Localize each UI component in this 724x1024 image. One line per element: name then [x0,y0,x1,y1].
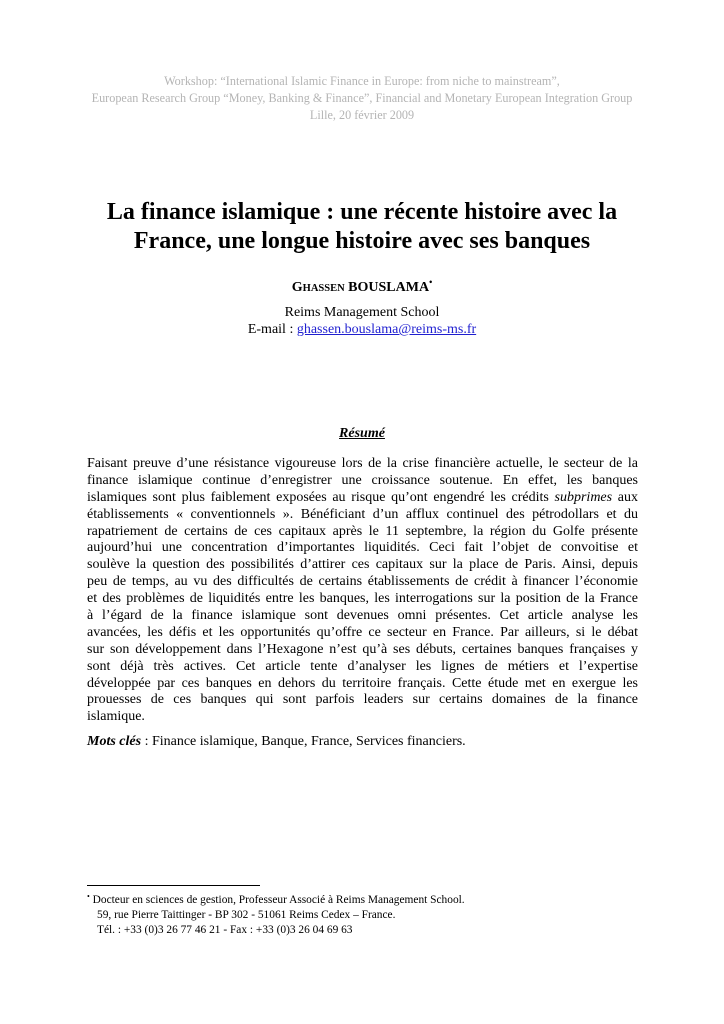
footnote-text: Docteur en sciences de gestion, Professeur Associé à Reims Management School. [89,894,465,906]
affiliation-email-line [0,321,724,338]
abstract-line: établissements « conventionnels ». Bénéficiant d’un afflux continuel des pétrodollars et du [87,506,638,522]
paper-title [40,198,684,256]
footnote-line-3: Tél. : +33 (0)3 26 77 46 21 - Fax : +33 (0)3 26 04 69 63 [97,924,353,936]
keywords [87,733,638,750]
author-last-name: BOUSLAMA [348,280,430,295]
abstract-line [87,490,638,507]
author-first-initial: G [291,280,303,295]
author-name [0,277,724,297]
footnote-marker: • [87,892,90,901]
email-label: E-mail : [247,322,297,337]
abstract-line: à l’égard de la finance islamique sont devenues omni présentes. Cet article analyse les [87,608,638,624]
title-line-2: France, une longue histoire avec ses banques [133,228,591,254]
affiliation-school: Reims Management School [284,305,440,320]
title-line-1: La finance islamique : une récente histoire avec la [106,199,618,225]
keywords-text: : Finance islamique, Banque, France, Services financiers. [141,734,466,749]
author-first-rest: HASSEN [302,283,345,294]
author-footnote-marker: • [429,277,433,287]
abstract-line-text: islamiques sont plus faiblement exposées au risque qu’ont engendré les crédits [87,489,555,505]
abstract-body [87,456,638,726]
affiliation [0,304,724,338]
footnote-divider [87,885,260,886]
footnote [87,893,647,938]
footnote-line-2: 59, rue Pierre Taittinger - BP 302 - 51061 Reims Cedex – France. [97,909,396,921]
italic-term-subprimes: subprimes [554,489,613,505]
header-line-1: Workshop: “International Islamic Finance in Europe: from niche to mainstream”, [164,74,560,88]
abstract-line: rapatriement de certains de ces capitaux après le 11 septembre, la région du Golfe présente [87,523,638,539]
keywords-label: Mots clés [87,734,142,749]
abstract-line: avancées, les défis et les opportunités qu’offre ce secteur en France. Par ailleurs, si le débat [87,624,638,640]
email-link[interactable]: ghassen.bouslama@reims-ms.fr [296,322,477,337]
abstract-line: islamique. [87,709,145,725]
abstract-line: finance islamique continue d’enregistrer une croissance soutenue. En effet, les banques [87,472,638,488]
workshop-header [0,73,724,124]
abstract-line: peu de temps, au vu des difficultés de certains établissements de crédit à financer l’économie [87,574,638,590]
abstract-line: Faisant preuve d’une résistance vigoureuse lors de la crise financière actuelle, le secteur de la [87,456,638,471]
abstract-line: sont déjà très actives. Cet article tente d’analyser les lignes de métiers et l’expertise [87,658,638,674]
header-line-3: Lille, 20 février 2009 [309,108,415,122]
abstract-line: sur son développement dans l’Hexagone n’est qu’à ses débuts, certaines banques françaises y [87,641,638,657]
resume-heading: Résumé [339,426,385,441]
abstract-line: soulève la question des possibilités d’attirer ces capitaux sur la place de Paris. Ainsi, depuis [87,557,638,573]
abstract-line-tail: aux [612,489,638,505]
abstract-line: aujourd’hui une concentration d’importantes liquidités. Ceci fait l’objet de convoitise et [87,540,638,556]
header-line-2: European Research Group “Money, Banking & Finance”, Financial and Monetary European Integration Group [91,91,633,105]
abstract-line: et des problèmes de liquidités entre les banques, les interrogations sur la position de la France [87,591,638,607]
footnote-line-1 [87,893,647,908]
abstract-line: développée par ces banques en dehors du territoire français. Cette étude met en exergue les [87,675,638,691]
abstract-line: prouesses de ces banques qui sont parfois leaders sur certains domaines de la finance [87,692,638,708]
